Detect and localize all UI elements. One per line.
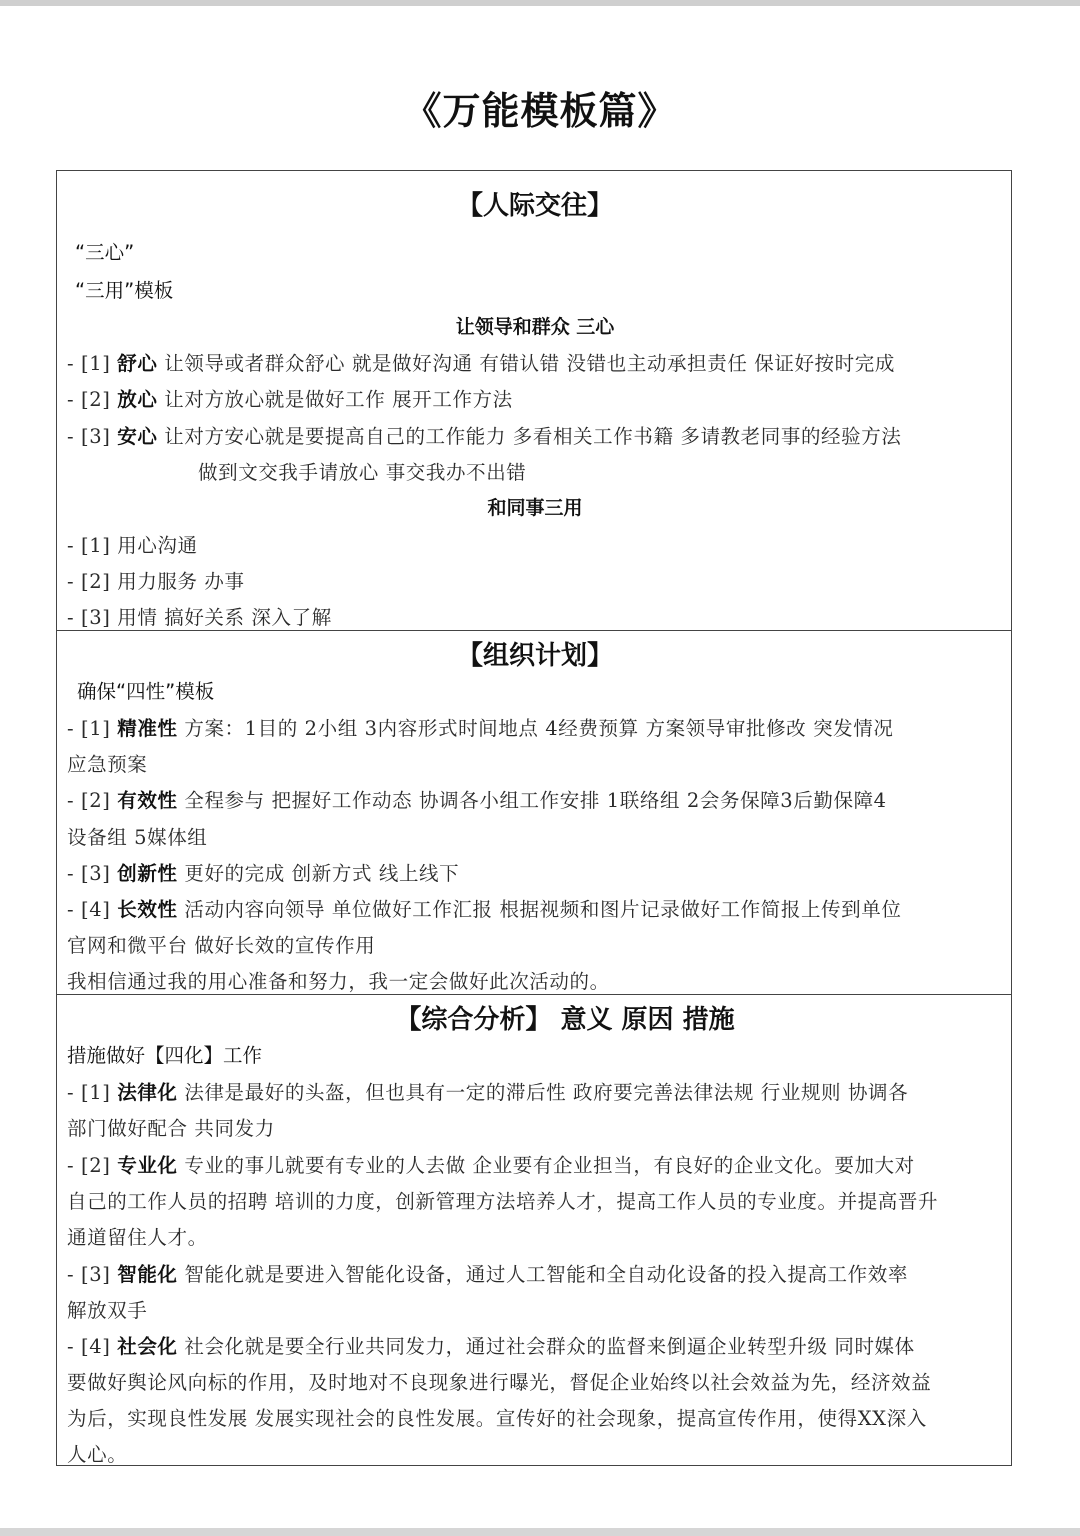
keyword: 法律化 <box>117 1081 178 1104</box>
sub-heading: “三用”模板 <box>75 279 174 302</box>
keyword: 专业化 <box>117 1154 178 1177</box>
keyword: 有效性 <box>117 789 178 812</box>
list-item: - [1] 舒心 让领导或者群众舒心 就是做好沟通 有错认错 没错也主动承担责任 保证好按时完成 <box>67 352 895 375</box>
sub-heading: “三心” <box>75 241 135 264</box>
keyword: 长效性 <box>117 898 178 921</box>
list-item: - [4] 长效性 活动内容向领导 单位做好工作汇报 根据视频和图片记录做好工作简报上传到单位 <box>67 898 902 921</box>
list-item: - [1] 用心沟通 <box>67 534 198 557</box>
section-organization-plan <box>56 630 1012 995</box>
list-item: - [2] 专业化 专业的事儿就要有专业的人去做 企业要有企业担当，有良好的企业文化。要加大对 <box>67 1154 915 1177</box>
list-item-continuation: 人心。 <box>67 1443 128 1466</box>
sub-heading: 措施做好【四化】工作 <box>67 1044 263 1067</box>
section-interpersonal <box>56 170 1012 631</box>
keyword: 创新性 <box>117 862 178 885</box>
list-item-continuation: 解放双手 <box>67 1299 148 1322</box>
list-item: - [4] 社会化 社会化就是要全行业共同发力，通过社会群众的监督来倒逼企业转型升级 同时媒体 <box>67 1335 915 1358</box>
bottom-edge <box>0 1528 1080 1536</box>
list-item-continuation: 自己的工作人员的招聘 培训的力度，创新管理方法培养人才，提高工作人员的专业度。并提高晋升 <box>67 1190 939 1213</box>
group-title: 和同事三用 <box>487 497 583 519</box>
section-heading: 【组织计划】 <box>456 641 613 671</box>
list-item: - [3] 创新性 更好的完成 创新方式 线上线下 <box>67 862 460 885</box>
list-item: - [3] 用情 搞好关系 深入了解 <box>67 606 332 629</box>
list-item: - [2] 放心 让对方放心就是做好工作 展开工作方法 <box>67 388 513 411</box>
section-comprehensive-analysis <box>56 994 1012 1466</box>
list-item-continuation: 官网和微平台 做好长效的宣传作用 <box>67 934 376 957</box>
list-item-continuation: 做到文交我手请放心 事交我办不出错 <box>198 461 527 484</box>
list-item-continuation: 通道留住人才。 <box>67 1226 208 1249</box>
list-item-continuation: 为后，实现良性发展 发展实现社会的良性发展。宣传好的社会现象，提高宣传作用，使得XX深入 <box>67 1407 927 1430</box>
sub-heading: 确保“四性”模板 <box>77 680 215 703</box>
keyword: 舒心 <box>117 352 158 375</box>
keyword: 社会化 <box>117 1335 178 1358</box>
list-item-continuation: 设备组 5媒体组 <box>67 826 208 849</box>
document-title: 《万能模板篇》 <box>403 89 677 133</box>
list-item: - [1] 法律化 法律是最好的头盔，但也具有一定的滞后性 政府要完善法律法规 行业规则 协调各 <box>67 1081 909 1104</box>
list-item: - [2] 用力服务 办事 <box>67 570 245 593</box>
top-edge <box>0 0 1080 6</box>
list-item-continuation: 应急预案 <box>67 753 148 776</box>
keyword: 安心 <box>117 425 158 448</box>
section-heading: 【综合分析】 意义 原因 措施 <box>395 1005 735 1035</box>
list-item: - [2] 有效性 全程参与 把握好工作动态 协调各小组工作安排 1联络组 2会务保障3后勤保障4 <box>67 789 887 812</box>
keyword: 精准性 <box>117 717 178 740</box>
list-item: - [3] 安心 让对方安心就是要提高自己的工作能力 多看相关工作书籍 多请教老同事的经验方法 <box>67 425 902 448</box>
keyword: 放心 <box>117 388 158 411</box>
section-heading: 【人际交往】 <box>456 191 613 221</box>
keyword: 智能化 <box>117 1263 178 1286</box>
group-title: 让领导和群众 三心 <box>455 316 615 338</box>
list-item: - [3] 智能化 智能化就是要进入智能化设备，通过人工智能和全自动化设备的投入提高工作效率 <box>67 1263 908 1286</box>
list-item-continuation: 要做好舆论风向标的作用，及时地对不良现象进行曝光，督促企业始终以社会效益为先，经济效益 <box>67 1371 932 1394</box>
closing-statement: 我相信通过我的用心准备和努力，我一定会做好此次活动的。 <box>67 970 610 993</box>
list-item-continuation: 部门做好配合 共同发力 <box>67 1117 275 1140</box>
list-item: - [1] 精准性 方案：1目的 2小组 3内容形式时间地点 4经费预算 方案领导审批修改 突发情况 <box>67 717 894 740</box>
